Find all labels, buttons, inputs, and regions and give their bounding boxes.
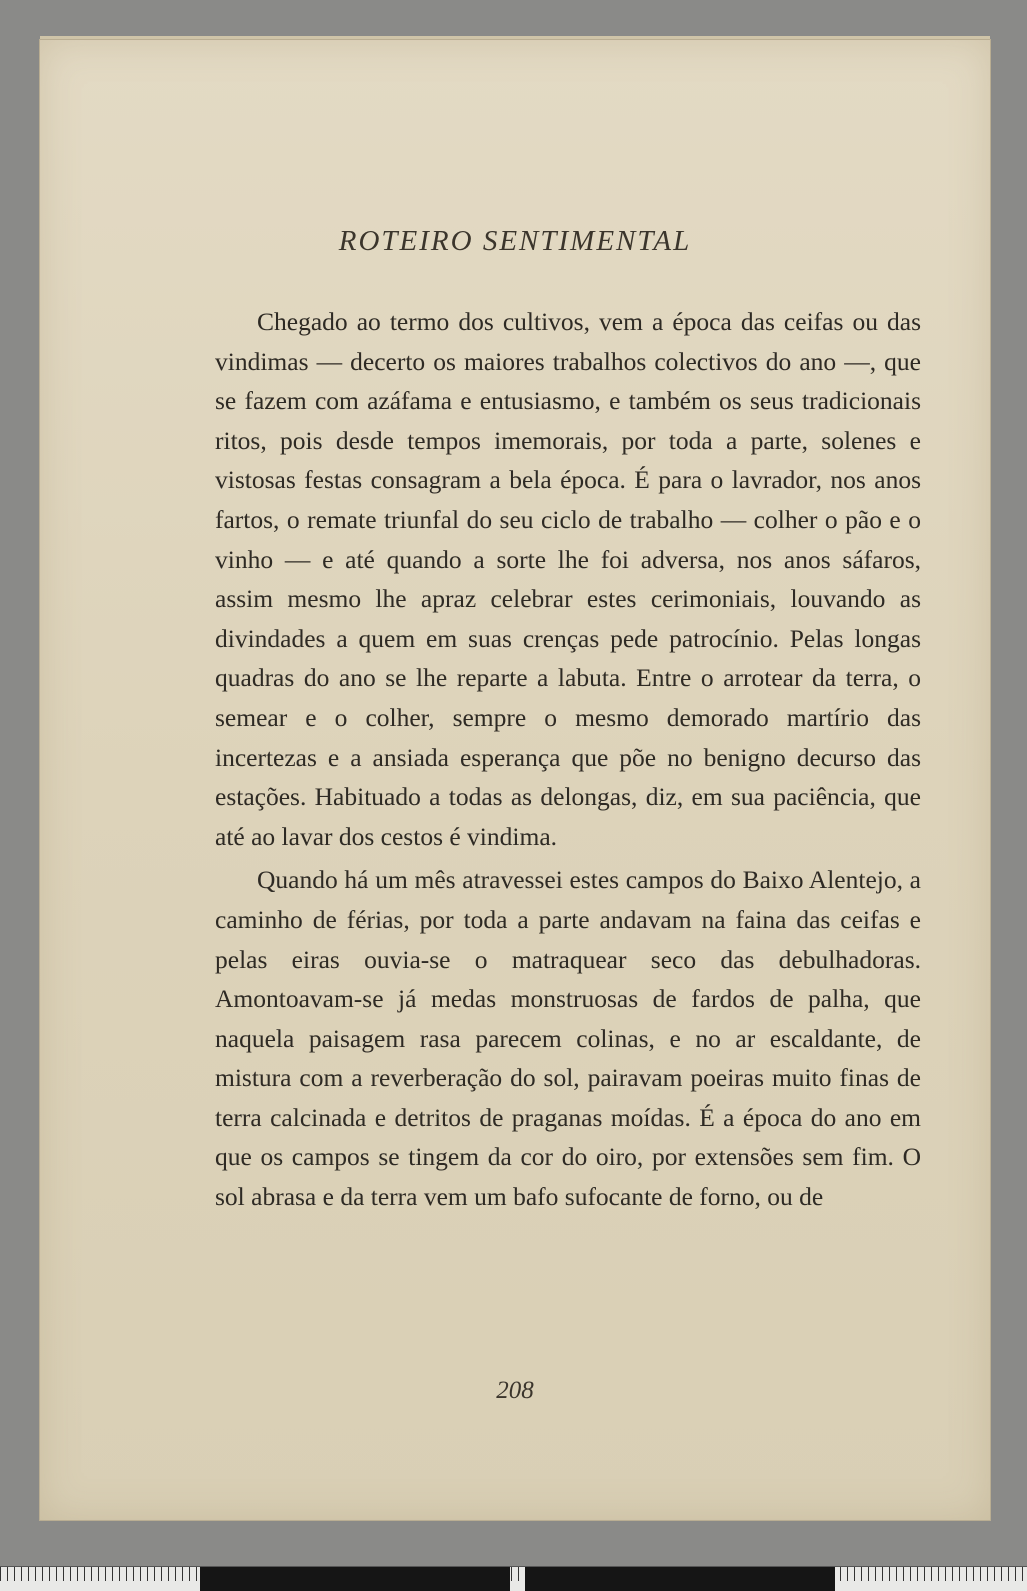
scale-ruler xyxy=(0,1566,1027,1591)
ruler-black-segment xyxy=(525,1567,835,1591)
paragraph-2: Quando há um mês atravessei estes campos do Baixo Alentejo, a caminho de férias, por toda a parte andavam na faina das ceifas e pelas eiras ouvia-se o matraquear seco das debulhadoras. Amontoavam-se já medas monstruosas de fardos de palha, que naquela paisagem rasa parecem colinas, e no ar escaldante, de mistura com a reverberação do sol, pairavam poeiras muito finas de terra calcinada e detritos de praganas moídas. É a época do ano em que os campos se tingem da cor do oiro, por extensões sem fim. O sol abrasa e da terra vem um bafo sufocante de forno, ou de xyxy=(215,865,921,1212)
ruler-ticks xyxy=(0,1567,1027,1581)
ruler-black-segment xyxy=(200,1567,510,1591)
body-text xyxy=(215,302,921,1217)
running-head: ROTEIRO SENTIMENTAL xyxy=(338,225,692,257)
paragraph-1: Chegado ao termo dos cultivos, vem a época das ceifas ou das vindimas — decerto os maiores trabalhos colectivos do ano —, que se fazem com azáfama e entusiasmo, e também os seus tradicionais ritos, pois desde tempos imemorais, por toda a parte, solenes e vistosas festas consagram a bela época. É para o lavrador, nos anos fartos, o remate triunfal do seu ciclo de trabalho — colher o pão e o vinho — e até quando a sorte lhe foi adversa, nos anos sáfaros, assim mesmo lhe apraz celebrar estes cerimoniais, louvando as divindades a quem em suas crenças pede patrocínio. Pelas longas quadras do ano se lhe reparte a labuta. Entre o arrotear da terra, o semear e o colher, sempre o mesmo demorado martírio das incertezas e a ansiada esperança que põe no benigno decurso das estações. Habituado a todas as delongas, diz, em sua paciência, que até ao lavar dos cestos é vindima. xyxy=(215,307,921,851)
page-number: 208 xyxy=(496,1377,534,1404)
book-page xyxy=(40,40,990,1520)
